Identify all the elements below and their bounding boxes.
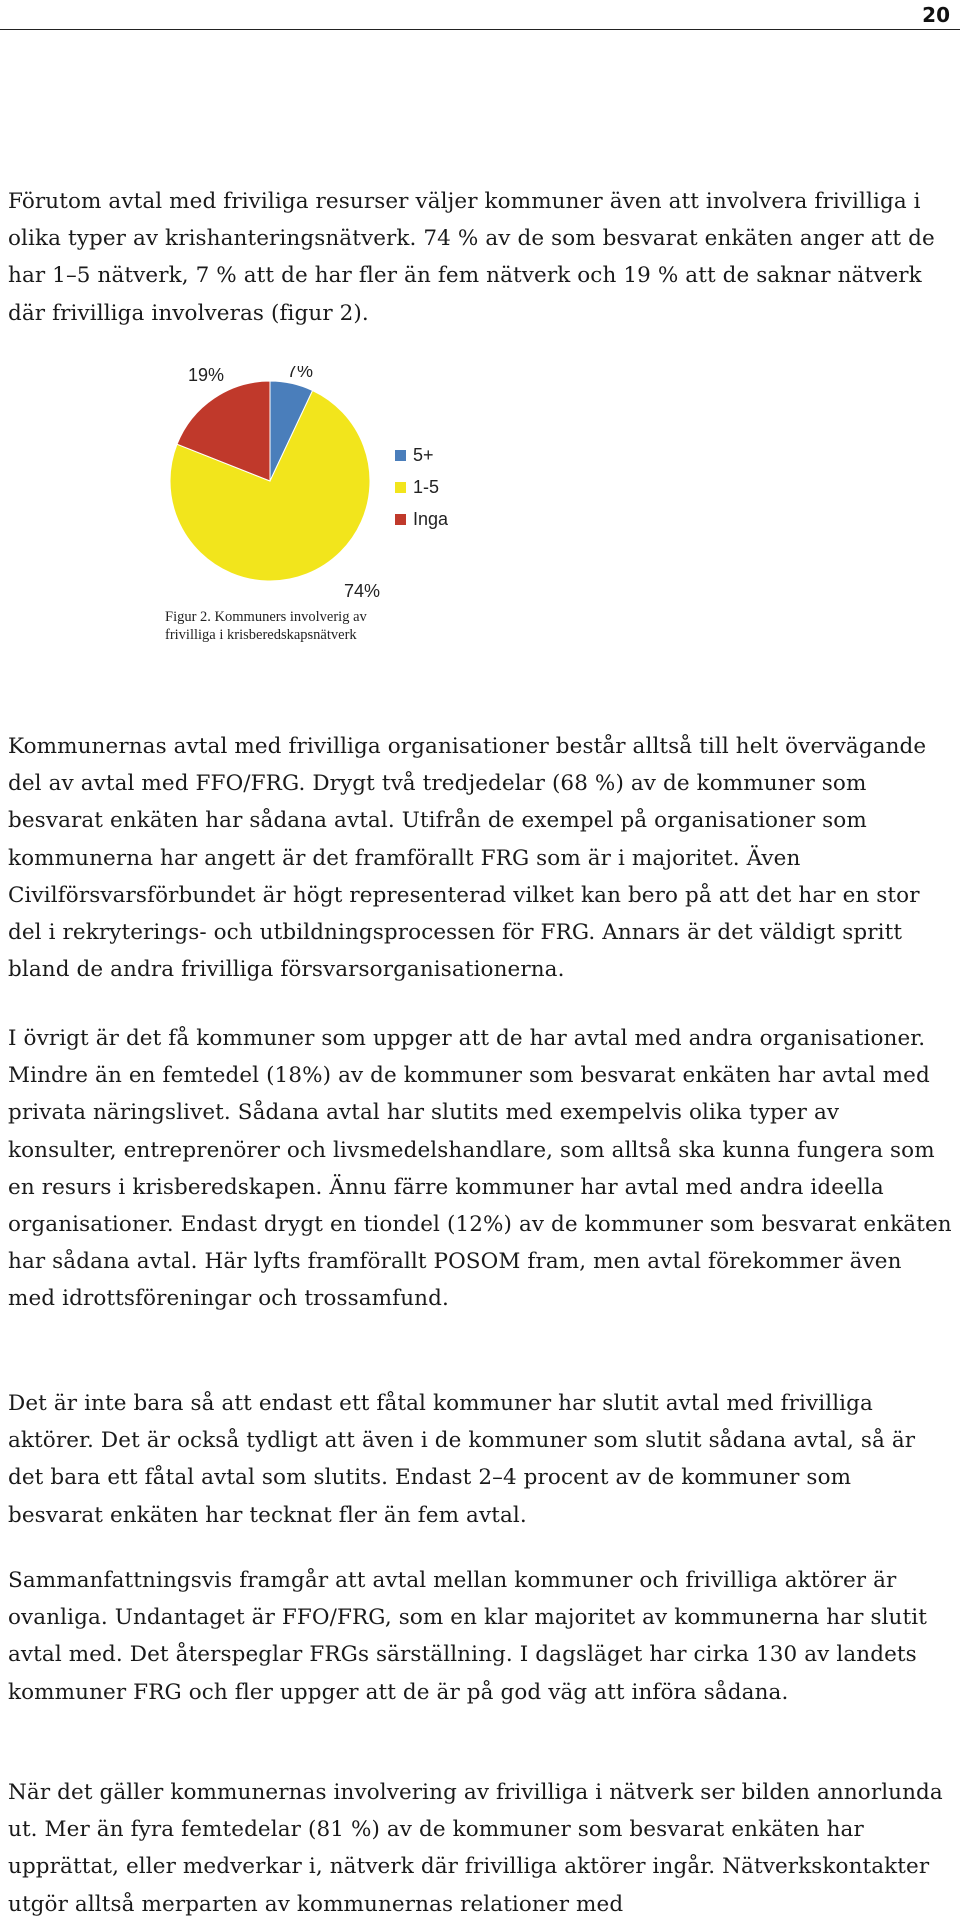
paragraph-4: Det är inte bara så att endast ett fåtal kommuner har slutit avtal med frivilliga aktörer. Det är också tydligt att även i de kommuner som slutit sådana avtal, så är det bara ett fåtal avtal som slutits. Endast 2–4 procent av de kommuner som besvarat enkäten har tecknat fler än fem avtal. — [8, 1391, 916, 1528]
header-rule — [0, 29, 960, 30]
pie-label-inga: 19% — [187, 366, 225, 385]
paragraph-1: Förutom avtal med friviliga resurser väljer kommuner även att involvera frivilliga i olika typer av krishanteringsnätverk. 74 % av de som besvarat enkäten anger att de har 1–5 nätverk, 7 % att de har fler än fem nätverk och 19 % att de saknar nätverk där frivilliga involveras (figur 2). — [8, 189, 935, 326]
legend-swatch — [395, 450, 406, 461]
paragraph-5: Sammanfattningsvis framgår att avtal mellan kommuner och frivilliga aktörer är ovanliga. Undantaget är FFO/FRG, som en klar majoritet av kommunerna har slutit avtal med. Det återspeglar FRGs särställning. I dagsläget har cirka 130 av landets kommuner FRG och fler uppger att de är på god väg att införa sådana. — [8, 1568, 927, 1705]
paragraph-2: Kommunernas avtal med frivilliga organisationer består alltså till helt övervägande del av avtal med FFO/FRG. Drygt två tredjedelar (68 %) av de kommuner som besvarat enkäten har sådana avtal. Utifrån de exempel på organisationer som kommunerna har angett är det framförallt FRG som är i majoritet. Även Civilförsvarsförbundet är högt representerad vilket kan bero på att det har en stor del i rekryterings- och utbildningsprocessen för FRG. Annars är det väldigt spritt bland de andra frivilliga försvarsorganisationerna. — [8, 734, 927, 983]
legend-swatch — [395, 482, 406, 493]
legend-swatch — [395, 514, 406, 525]
figure-2 — [160, 366, 490, 646]
legend-label: Inga — [413, 509, 449, 529]
pie-chart — [160, 366, 490, 606]
pie-label-5-: 7% — [286, 366, 314, 381]
pie-label-1-5: 74% — [343, 581, 381, 601]
legend-label: 1-5 — [413, 477, 440, 497]
figure-caption-line-1: Figur 2. Kommuners involverig av — [165, 609, 367, 625]
legend-item-5- — [395, 445, 434, 465]
figure-caption-line-2: frivilliga i krisberedskapsnätverk — [165, 627, 357, 643]
paragraph-3: I övrigt är det få kommuner som uppger att de har avtal med andra organisationer. Mindre än en femtedel (18%) av de kommuner som besvarat enkäten har avtal med privata näringslivet. Sådana avtal har slutits med exempelvis olika typer av konsulter, entreprenörer och livsmedelshandlare, som alltså ska kunna fungera som en resurs i krisberedskapen. Ännu färre kommuner har avtal med andra ideella organisationer. Endast drygt en tiondel (12%) av de kommuner som besvarat enkäten har sådana avtal. Här lyfts framförallt POSOM fram, men avtal förekommer även med idrottsföreningar och trossamfund. — [8, 1026, 952, 1312]
page-number: 20 — [922, 3, 950, 27]
legend-item-inga — [395, 509, 449, 529]
legend-item-1-5 — [395, 477, 439, 497]
legend-label: 5+ — [413, 445, 434, 465]
paragraph-6: När det gäller kommunernas involvering av frivilliga i nätverk ser bilden annorlunda ut. Mer än fyra femtedelar (81 %) av de kommuner som besvarat enkäten har upprättat, eller medverkar i, nätverk där frivilliga aktörer ingår. Nätverkskontakter utgör alltså merparten av kommunernas relationer med — [8, 1780, 943, 1917]
figure-caption — [165, 608, 465, 644]
